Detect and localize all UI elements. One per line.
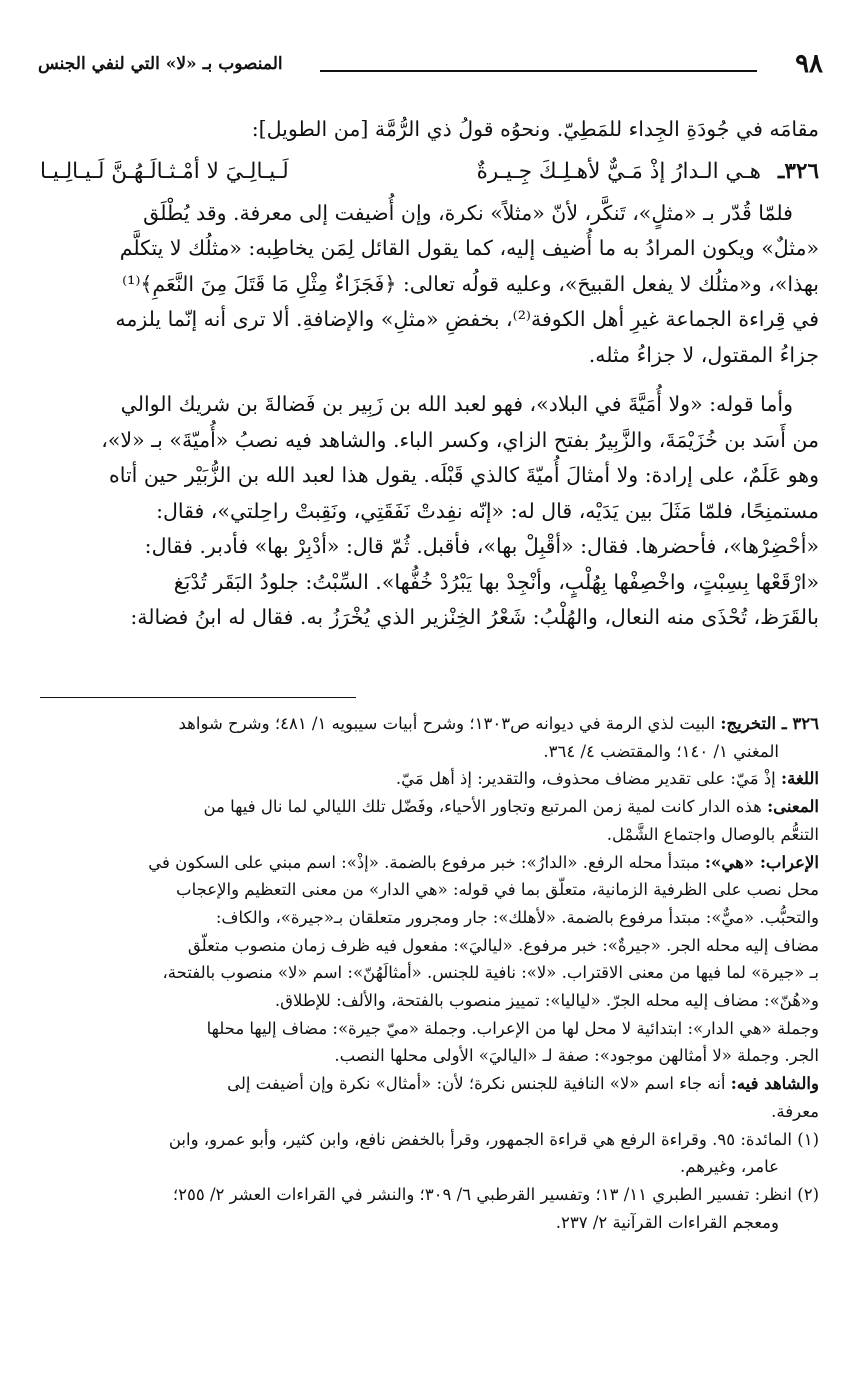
footnote-text: (١) المائدة: ٩٥. وقراءة الرفع هي قراءة الجمهور، وقرأ بالخفض نافع، وابن كثير، وأبو عمرو، وابن [168,1129,819,1149]
footnote-text: هذه الدار كانت لمية زمن المرتبع وتجاور الأحياء، وفَضّل تلك الليالي لما نال فيها من [203,797,768,817]
footnote-label: اللغة: [781,769,819,789]
footnote-line [40,904,819,932]
footnote-line [40,821,819,849]
footnote-label: ٣٢٦ ـ التخريج: [720,714,819,733]
footnote-text: وجملة «هي الدار»: ابتدائية لا محل لها من الإعراب. وجملة «ميّ جيرة»: مضاف إليها محلها [206,1018,819,1038]
footnote-line [40,710,819,738]
footnote-text: محل نصب على الظرفية الزمانية، متعلّق بما في قوله: «هي الدار» من معنى التعظيم والإعجاب [176,880,819,900]
footnote-text: المغني ١/ ١٤٠؛ والمقتضب ٤/ ٣٦٤. [543,741,779,761]
footnote-separator [40,697,356,698]
verse-number: ٣٢٦ـ [778,158,819,184]
header-rule [320,70,757,72]
text-line: جزاءُ المقتول، لا جزاءُ مثله. [588,342,819,367]
footnote-label: والشاهد فيه: [730,1074,819,1094]
text-line: من أَسَد بن خُزَيْمَةَ، والزَّبِيرُ بفتح الزاي، وكسر الباء. والشاهد فيه نصبُ «أُميّةَ» بـ «لا»، [101,427,819,452]
footnote-line [40,849,819,877]
text-line: مستمنِحًا، فلمّا مَثَلَ بين يَدَيْه، قال له: «إنّه نفِدتْ نَفَقَتِي، ونَقِبتْ راحِلتي»، فقال: [156,498,819,523]
text-line: «مثلٌ» ويكون المرادُ به ما أُضيف إليه، كما يقول القائل لِمَن يخاطِبه: «مثلُك لا يتكلَّم [119,236,819,260]
footnote-text: عامر، وغيرهم. [680,1157,779,1177]
text-line: في قِراءة الجماعة غيرِ أهل الكوفة⁽²⁾، بخفضِ «مثلِ» والإضافةِ. ألا ترى أنه إنّما يلزمه [115,307,819,331]
paragraph-commentary [40,196,819,374]
footnote-text: بـ «جيرة» لما فيها من معنى الاقتراب. «لا»: نافية للجنس. «أمثالَهُنّ»: اسم «لا» منصوب بالفتحة، [162,963,819,983]
main-text [40,112,819,636]
footnote-line [40,738,819,766]
footnote-text: والتحبُّب. «ميٌّ»: مبتدأ مرفوع بالضمة. «لأهلك»: جار ومجرور متعلقان بـ«جيرة»، والكاف: [215,907,819,927]
poetry-verse [40,152,819,192]
text-line: بهذا»، و«مثلُك لا يفعل القبيحَ»، وعليه قولُه تعالى: ﴿فَجَزَاءٌ مِثْلِ مَا قَتَلَ مِنَ النَّعَمِ﴾⁽¹⁾ [122,271,819,296]
page-number: ٩٨ [795,49,823,79]
text-line: «ارْقَعْها بِسِبْتٍ، واخْصِفْها بِهُلْبٍ، وأنْجِدْ بها يَبْرُدْ خُفُّها». السِّبْتُ: جلودُ البَقَر تُدْبَغ [173,569,819,594]
footnote-takhrij [40,710,819,765]
footnote-line [40,1070,819,1098]
footnote-text: معرفة. [771,1101,819,1121]
verse-first-hemistich: هـي الـدارُ إذْ مَـيٌّ لأهـلِـكَ جِـيـرةٌ [476,158,761,184]
footnote-text: إذْ مَيّ: على تقدير مضاف محذوف، والتقدير: إذ أهل مَيّ. [395,769,782,789]
footnote-text: أنه جاء اسم «لا» النافية للجنس نكرة؛ لأن: «أمثال» نكرة وإن أضيفت إلى [227,1074,731,1094]
text-line: وأما قوله: «ولا أُمَيَّةَ في البلاد»، فهو لعبد الله بن زَبِير بن فَضالةَ بن شريك الوالي [120,392,793,416]
footnotes [40,710,819,1236]
footnote-line [40,1015,819,1043]
footnote-line [40,1181,819,1209]
running-title: المنصوب بـ «لا» التي لنفي الجنس [38,54,283,74]
footnote-text: مضاف إليه محله الجر. «جيرةٌ»: خبر مرفوع. «لياليَ»: مفعول فيه ظرف زمان منصوب متعلّق [187,935,819,955]
footnote-1 [40,1126,819,1181]
footnote-text: (٢) انظر: تفسير الطبري ١١/ ١٣؛ وتفسير القرطبي ٦/ ٣٠٩؛ والنشر في القراءات العشر ٢/ ٢٥٥؛ [172,1184,819,1204]
footnote-text: الجر. وجملة «لا أمثالهن موجود»: صفة لـ «الياليَ» الأولى محلها النصب. [334,1046,819,1066]
footnote-text: التنعُّم بالوصال واجتماع الشَّمْل. [606,824,819,844]
footnote-lugha [40,765,819,793]
footnote-mana [40,793,819,848]
footnote-line [40,793,819,821]
footnote-line [40,959,819,987]
footnote-line [40,987,819,1015]
footnote-label: المعنى: [767,797,819,817]
footnote-irab [40,849,819,1071]
footnote-line [40,1098,819,1126]
footnote-text: و«هُنّ»: مضاف إليه محله الجرّ. «لياليا»: تمييز منصوب بالفتحة، والألف: للإطلاق. [274,991,819,1011]
footnote-line [40,1209,819,1237]
footnote-line [40,765,819,793]
verse-second-hemistich: لَـيـالِـيَ لا أمْـثـالَـهُـنَّ لَـيـالِـيـا [40,158,289,184]
paragraph-second-verse-discussion [40,387,819,636]
footnote-line [40,932,819,960]
footnote-text: البيت لذي الرمة في ديوانه ص١٣٠٣؛ وشرح أبيات سيبويه ١/ ٤٨١؛ وشرح شواهد [178,714,721,733]
footnote-text: مبتدأ محله الرفع. «الدارُ»: خبر مرفوع بالضمة. «إذْ»: اسم مبني على السكون في [148,852,705,872]
footnote-line [40,1153,819,1181]
footnote-line [40,1126,819,1154]
text-line: فلمّا قُدّر بـ «مثلٍ»، تَنكَّر، لأنّ «مثلاً» نكرة، وإن أُضيفت إلى معرفة. وقد يُطْلَق [143,200,793,225]
footnote-line [40,1042,819,1070]
text-line: وهو عَلَمٌ، على إرادة: ولا أمثالَ أُميّةَ كالذي قَبْلَه. يقول هذا لعبد الله بن الزُّبَيْر حين أتاه [108,463,819,487]
page-header [38,44,823,84]
footnote-label: الإعراب: «هي»: [704,852,819,872]
footnote-shahid [40,1070,819,1125]
footnote-line [40,876,819,904]
text-line: بالقَرَظ، تُحْذَى منه النعال، والهُلْبُ: شَعْرُ الخِنْزير الذي يُخْرَزُ به. فقال له ابنُ فضالة: [130,605,819,629]
footnote-text: ومعجم القراءات القرآنية ٢/ ٢٣٧. [555,1212,779,1232]
paragraph-intro: مقامَه في جُودَةِ الجِداء للمَطِيّ. ونحوُه قولُ ذي الرُّمَّة [من الطويل]: [251,117,819,141]
footnote-2 [40,1181,819,1236]
text-line: «أحْضِرْها»، فأحضرها. فقال: «أقْبِلْ بها»، فأقبل. ثُمّ قال: «أدْبِرْ بها» فأدبر. فقال: [144,534,819,558]
